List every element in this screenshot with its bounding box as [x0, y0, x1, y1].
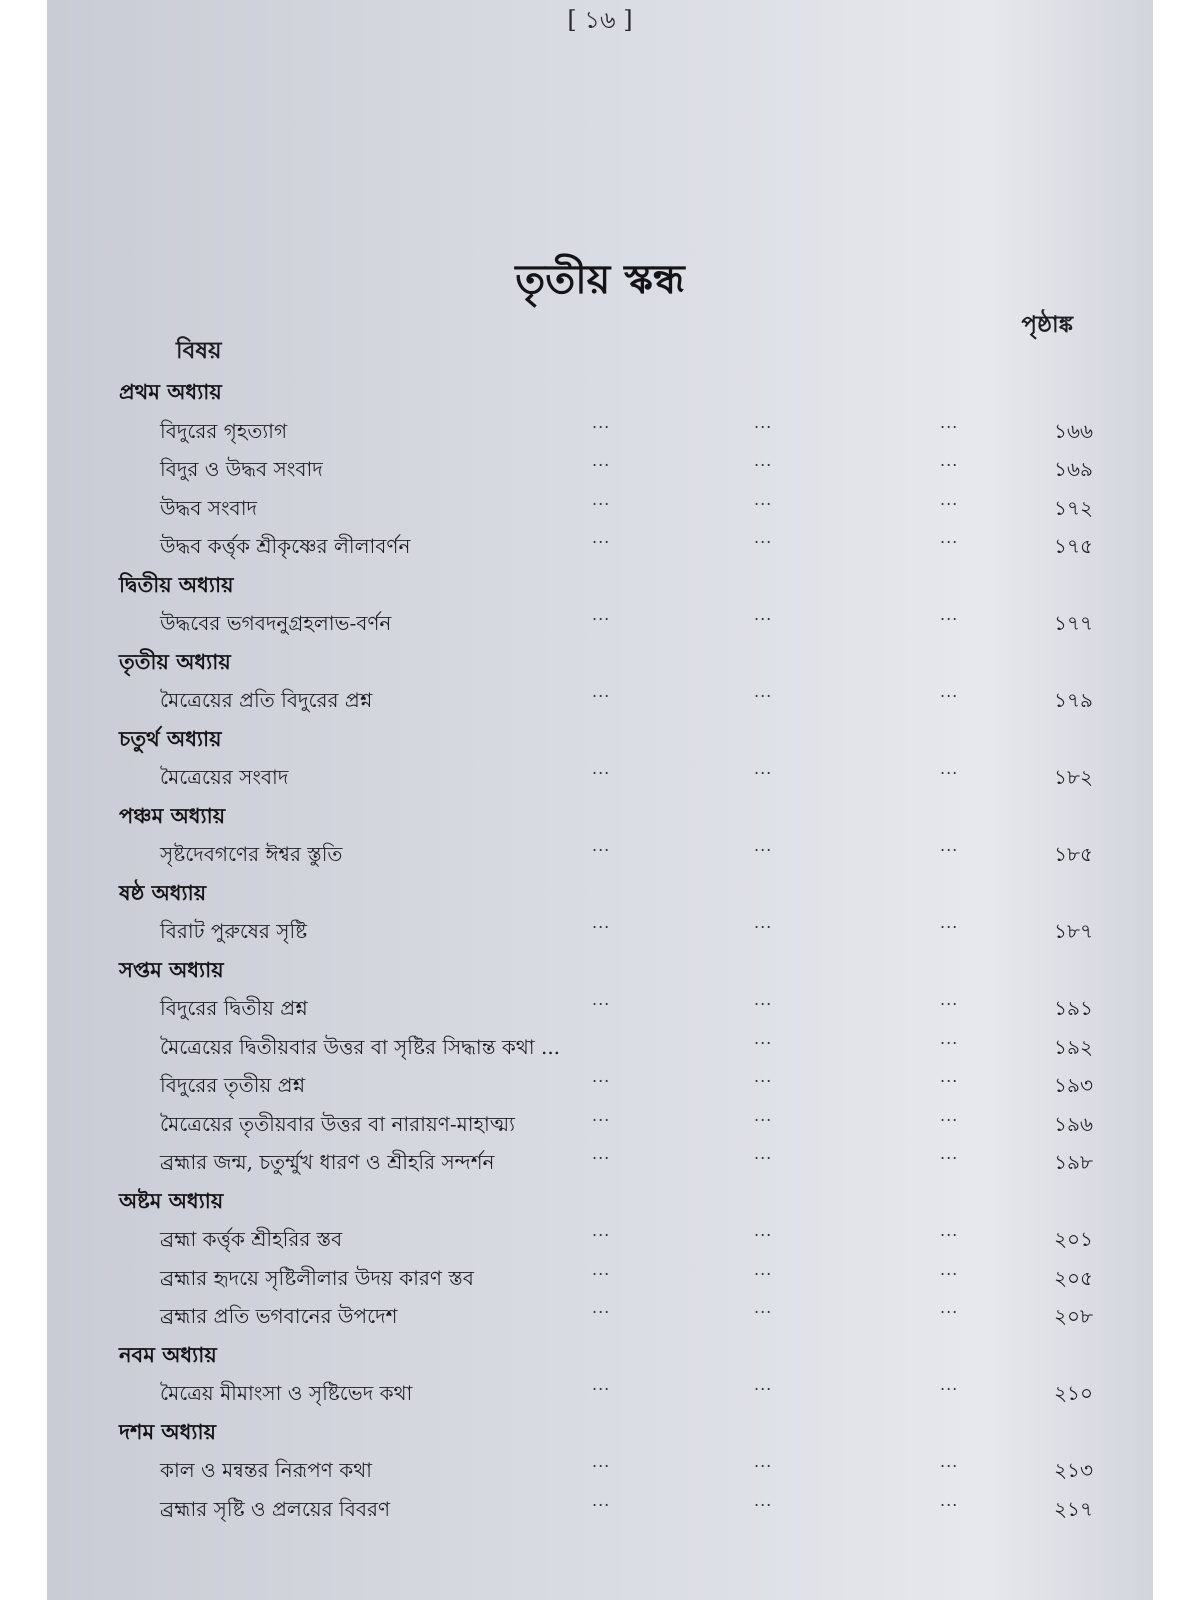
dot-leader: ... — [592, 836, 611, 855]
toc-chapter-row — [47, 1181, 1153, 1220]
book-page — [47, 0, 1153, 1600]
entry-title: মৈত্রেয়ের তৃতীয়বার উত্তর বা নারায়ণ-মাহাত্ম্য — [160, 1111, 515, 1136]
dot-leader: ... — [754, 528, 773, 547]
dot-leader: ... — [592, 489, 611, 509]
entry-title: বিদুর ও উদ্ধব সংবাদ — [160, 457, 323, 481]
toc-entry-row — [47, 488, 1153, 527]
chapter-heading: দ্বিতীয় অধ্যায় — [119, 571, 234, 597]
entry-title: ব্রহ্মার জন্ম, চতুর্ম্মুখ ধারণ ও শ্রীহরি সন্দর্শন — [160, 1150, 495, 1174]
dot-leader: ... — [592, 913, 611, 932]
toc-entry-row — [47, 911, 1153, 950]
dot-leader: ... — [940, 1259, 959, 1279]
table-of-contents — [47, 372, 1153, 1527]
dot-leader: ... — [940, 1452, 959, 1471]
toc-entry-row — [47, 680, 1153, 719]
dot-leader: ... — [754, 451, 773, 470]
dot-leader: ... — [940, 682, 959, 701]
chapter-heading: চতুর্থ অধ্যায় — [119, 725, 222, 751]
dot-leader: ... — [592, 759, 611, 778]
dot-leader: ... — [592, 1298, 611, 1317]
dot-leader: ... — [940, 990, 959, 1009]
dot-leader: ... — [754, 682, 773, 701]
entry-title: ব্রহ্মার হৃদয়ে সৃষ্টিলীলার উদয় কারণ স্তব — [160, 1265, 474, 1290]
entry-page-number: ২১৭ — [1054, 1496, 1093, 1521]
column-header-subject: বিষয় — [176, 337, 222, 364]
toc-chapter-row — [47, 642, 1153, 681]
entry-page-number: ১৮৫ — [1054, 842, 1093, 866]
entry-page-number: ১৯২ — [1054, 1034, 1093, 1059]
toc-chapter-row — [47, 796, 1153, 835]
entry-title: সৃষ্টদেবগণের ঈশ্বর স্তুতি — [160, 842, 343, 866]
toc-chapter-row — [47, 1412, 1153, 1451]
entry-page-number: ২০৫ — [1054, 1265, 1093, 1290]
toc-entry-row — [47, 1489, 1153, 1528]
entry-page-number: ১৬৯ — [1054, 457, 1093, 481]
toc-entry-row — [47, 449, 1153, 488]
entry-title: মৈত্রেয়ের সংবাদ — [160, 765, 289, 789]
dot-leader: ... — [940, 1221, 959, 1240]
chapter-heading: সপ্তম অধ্যায় — [119, 956, 224, 982]
chapter-heading: অষ্টম অধ্যায় — [119, 1187, 224, 1213]
dot-leader: ... — [940, 1028, 959, 1048]
toc-entry-row — [47, 1104, 1153, 1143]
toc-chapter-row — [47, 873, 1153, 912]
dot-leader: ... — [940, 1298, 959, 1317]
dot-leader: ... — [592, 1144, 611, 1163]
dot-leader: ... — [592, 605, 611, 624]
entry-page-number: ১৯৩ — [1054, 1073, 1093, 1097]
toc-entry-row — [47, 411, 1153, 450]
entry-title: বিদুরের দ্বিতীয় প্রশ্ন — [160, 996, 308, 1020]
toc-entry-row — [47, 1296, 1153, 1335]
entry-page-number: ১৭৯ — [1054, 688, 1093, 712]
entry-page-number: ১৭৭ — [1054, 611, 1093, 635]
dot-leader: ... — [940, 1490, 959, 1510]
entry-page-number: ২১০ — [1054, 1381, 1093, 1405]
entry-title: উদ্ধব কর্ত্তৃক শ্রীকৃষ্ণের লীলাবর্ণন — [160, 534, 411, 558]
entry-page-number: ১৭৫ — [1054, 534, 1093, 558]
dot-leader: ... — [754, 489, 773, 509]
dot-leader: ... — [592, 1105, 611, 1125]
entry-page-number: ২০১ — [1054, 1227, 1093, 1251]
dot-leader: ... — [940, 489, 959, 509]
dot-leader: ... — [592, 451, 611, 470]
dot-leader: ... — [754, 1490, 773, 1510]
entry-page-number: ২০৮ — [1054, 1304, 1093, 1328]
chapter-heading: ষষ্ঠ অধ্যায় — [119, 879, 207, 905]
dot-leader: ... — [592, 682, 611, 701]
dot-leader: ... — [592, 412, 611, 432]
entry-page-number: ১৭২ — [1054, 495, 1093, 520]
toc-entry-row — [47, 757, 1153, 796]
toc-entry-row — [47, 1373, 1153, 1412]
dot-leader: ... — [940, 605, 959, 624]
entry-page-number: ১৯৬ — [1054, 1111, 1093, 1136]
entry-title: মৈত্রেয়ের দ্বিতীয়বার উত্তর বা সৃষ্টির সিদ্ধান্ত কথা ... — [160, 1034, 561, 1059]
toc-chapter-row — [47, 565, 1153, 604]
toc-chapter-row — [47, 1335, 1153, 1374]
entry-page-number: ১৯৮ — [1054, 1150, 1093, 1174]
dot-leader: ... — [592, 528, 611, 547]
toc-entry-row — [47, 603, 1153, 642]
dot-leader: ... — [754, 605, 773, 624]
entry-page-number: ২১৩ — [1054, 1458, 1093, 1482]
dot-leader: ... — [940, 836, 959, 855]
dot-leader: ... — [754, 1375, 773, 1394]
dot-leader: ... — [940, 1375, 959, 1394]
dot-leader: ... — [940, 528, 959, 547]
dot-leader: ... — [592, 1490, 611, 1510]
dot-leader: ... — [940, 1144, 959, 1163]
toc-entry-row — [47, 1258, 1153, 1297]
dot-leader: ... — [940, 913, 959, 932]
dot-leader: ... — [754, 836, 773, 855]
chapter-heading: নবম অধ্যায় — [119, 1341, 217, 1367]
dot-leader: ... — [754, 1028, 773, 1048]
dot-leader: ... — [940, 759, 959, 778]
entry-page-number: ১৮২ — [1054, 765, 1093, 789]
page-number: [ ১৬ ] — [567, 6, 633, 34]
dot-leader: ... — [754, 1105, 773, 1125]
dot-leader: ... — [592, 990, 611, 1009]
toc-entry-row — [47, 1450, 1153, 1489]
entry-title: ব্রহ্মার সৃষ্টি ও প্রলয়ের বিবরণ — [160, 1496, 391, 1521]
column-header-page: পৃষ্ঠাঙ্ক — [1021, 311, 1073, 338]
dot-leader: ... — [592, 1221, 611, 1240]
entry-title: মৈত্রেয় মীমাংসা ও সৃষ্টিভেদ কথা — [160, 1381, 413, 1405]
entry-title: ব্রহ্মার প্রতি ভগবানের উপদেশ — [160, 1304, 398, 1328]
toc-entry-row — [47, 1142, 1153, 1181]
section-title: তৃতীয় স্কন্ধ — [515, 256, 685, 303]
toc-chapter-row — [47, 950, 1153, 989]
entry-title: বিরাট পুরুষের সৃষ্টি — [160, 919, 308, 943]
entry-title: মৈত্রেয়ের প্রতি বিদুরের প্রশ্ন — [160, 688, 373, 712]
dot-leader: ... — [940, 1067, 959, 1086]
entry-page-number: ১৯১ — [1054, 996, 1093, 1020]
entry-title: উদ্ধব সংবাদ — [160, 495, 257, 520]
entry-title: উদ্ধবের ভগবদনুগ্রহলাভ-বর্ণন — [160, 611, 392, 635]
dot-leader: ... — [592, 1067, 611, 1086]
toc-entry-row — [47, 1219, 1153, 1258]
dot-leader: ... — [940, 412, 959, 432]
toc-chapter-row — [47, 372, 1153, 411]
chapter-heading: দশম অধ্যায় — [119, 1418, 216, 1444]
dot-leader: ... — [754, 759, 773, 778]
dot-leader: ... — [754, 1144, 773, 1163]
chapter-heading: তৃতীয় অধ্যায় — [119, 648, 231, 674]
dot-leader: ... — [592, 1375, 611, 1394]
dot-leader: ... — [754, 1298, 773, 1317]
entry-title: বিদুরের গৃহত্যাগ — [160, 418, 288, 443]
dot-leader: ... — [940, 1105, 959, 1125]
dot-leader: ... — [592, 1452, 611, 1471]
toc-entry-row — [47, 1065, 1153, 1104]
dot-leader: ... — [754, 1067, 773, 1086]
entry-title: বিদুরের তৃতীয় প্রশ্ন — [160, 1073, 306, 1097]
entry-title: কাল ও মন্বন্তর নিরূপণ কথা — [160, 1458, 372, 1482]
entry-title: ব্রহ্মা কর্ত্তৃক শ্রীহরির স্তব — [160, 1227, 343, 1251]
chapter-heading: পঞ্চম অধ্যায় — [119, 802, 226, 828]
dot-leader: ... — [754, 1259, 773, 1279]
toc-entry-row — [47, 1027, 1153, 1066]
toc-chapter-row — [47, 719, 1153, 758]
entry-page-number: ১৮৭ — [1054, 919, 1093, 943]
dot-leader: ... — [940, 451, 959, 470]
toc-entry-row — [47, 834, 1153, 873]
entry-page-number: ১৬৬ — [1054, 418, 1093, 443]
dot-leader: ... — [754, 990, 773, 1009]
chapter-heading: প্রথম অধ্যায় — [119, 379, 222, 404]
dot-leader: ... — [754, 412, 773, 432]
toc-entry-row — [47, 988, 1153, 1027]
dot-leader: ... — [592, 1259, 611, 1279]
dot-leader: ... — [754, 1452, 773, 1471]
toc-entry-row — [47, 526, 1153, 565]
dot-leader: ... — [754, 1221, 773, 1240]
dot-leader: ... — [754, 913, 773, 932]
